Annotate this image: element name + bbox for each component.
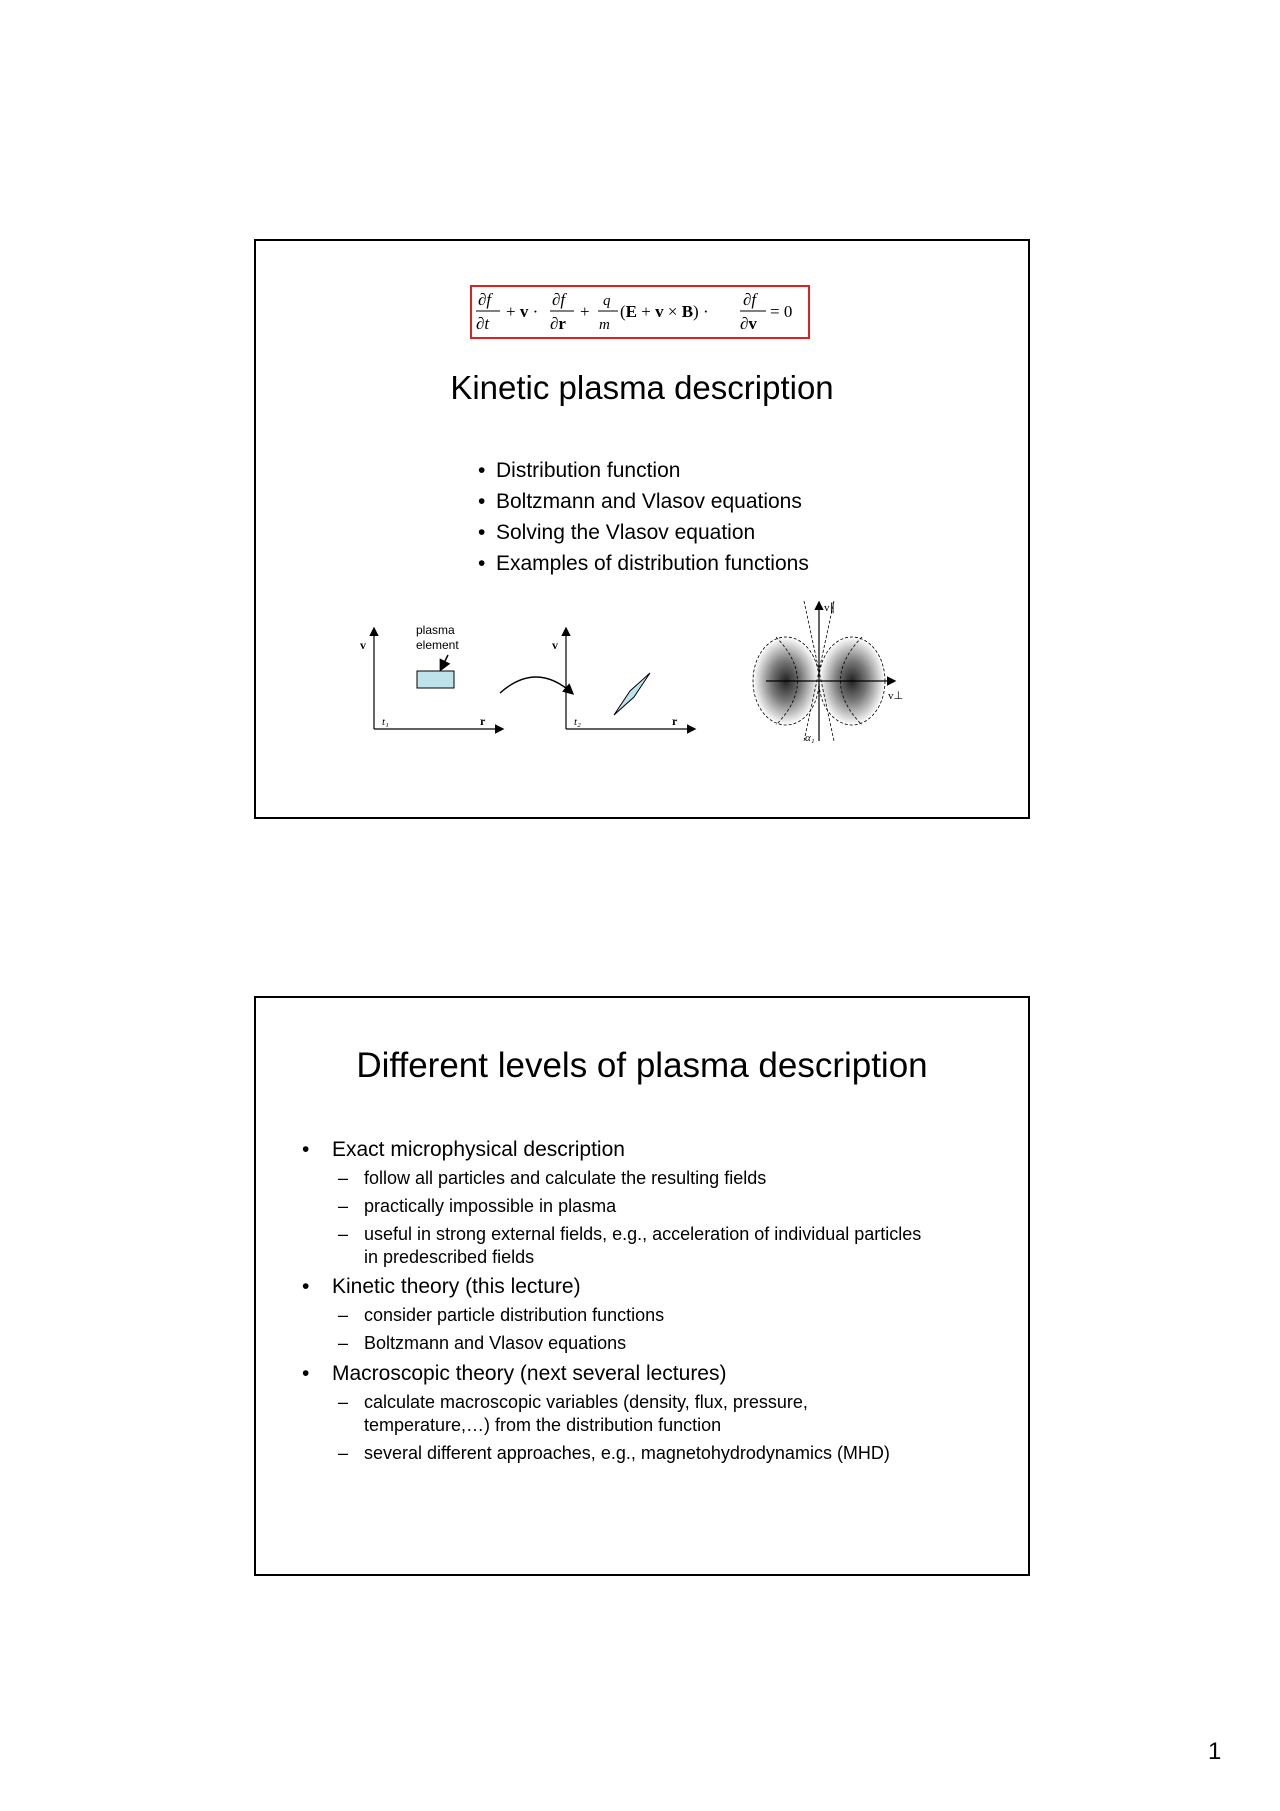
vlasov-equation <box>472 287 808 337</box>
v-parallel-label: v∥ <box>824 602 835 614</box>
plot2-ylabel: v <box>552 638 558 652</box>
svg-text:∂r: ∂r <box>550 314 566 333</box>
svg-text:+ v ·: + v · <box>506 302 539 321</box>
v-perp-label: v⊥ <box>888 690 904 702</box>
svg-text:∂v: ∂v <box>740 314 757 333</box>
page-number: 1 <box>1208 1738 1222 1765</box>
phase-space-figure <box>256 601 1028 744</box>
list-item: • Examples of distribution functions <box>478 552 809 575</box>
plot2-time-label: t₂ <box>574 716 581 728</box>
list-item: • Boltzmann and Vlasov equations <box>478 490 802 513</box>
sub-list-item: – useful in strong external fields, e.g., acceleration of individual particles in predescribed fields <box>338 1224 922 1267</box>
slide1-bullet-list <box>478 455 809 579</box>
slide-levels-of-description <box>254 996 1030 1576</box>
svg-text:q: q <box>603 293 611 309</box>
plasma-pointer-arrow <box>441 655 448 669</box>
deformed-plasma-element <box>614 673 650 715</box>
loss-cone-distribution <box>753 601 903 744</box>
svg-text:(E + v × B) ·: (E + v × B) · <box>620 302 709 321</box>
svg-text:+: + <box>580 302 590 321</box>
plot1-time-label: t₁ <box>382 716 389 728</box>
plot1-xlabel: r <box>480 714 486 728</box>
alpha-label: α₁ <box>805 732 815 744</box>
vlasov-equation-box <box>470 285 810 339</box>
slide1-title: Kinetic plasma description <box>450 369 834 406</box>
list-item: • Macroscopic theory (next several lectures) <box>302 1362 727 1385</box>
list-item: • Exact microphysical description <box>302 1138 625 1161</box>
plasma-label-line2: element <box>416 638 459 652</box>
plot2-xlabel: r <box>672 714 678 728</box>
list-item: • Distribution function <box>478 459 681 482</box>
slide2-title: Different levels of plasma description <box>356 1046 928 1085</box>
plot1-ylabel: v <box>360 638 366 652</box>
sub-list-item: – consider particle distribution functions <box>338 1305 665 1325</box>
plasma-element <box>417 671 454 688</box>
sub-list-item: – practically impossible in plasma <box>338 1196 617 1216</box>
list-item: • Solving the Vlasov equation <box>478 521 756 544</box>
sub-list-item: – calculate macroscopic variables (density, flux, pressure, temperature,…) from the distribution function <box>338 1392 808 1435</box>
sub-list-item: – several different approaches, e.g., magnetohydrodynamics (MHD) <box>338 1443 890 1463</box>
svg-text:∂t: ∂t <box>476 314 490 333</box>
phase-plot-t1 <box>360 623 502 729</box>
sub-list-item: – follow all particles and calculate the resulting fields <box>338 1168 767 1188</box>
svg-text:= 0: = 0 <box>770 302 793 321</box>
list-item: • Kinetic theory (this lecture) <box>302 1275 581 1298</box>
phase-plot-t2 <box>552 629 694 729</box>
svg-text:∂f: ∂f <box>478 290 492 309</box>
sub-list-item: – Boltzmann and Vlasov equations <box>338 1333 627 1353</box>
svg-text:∂f: ∂f <box>552 290 566 309</box>
svg-text:∂f: ∂f <box>743 290 757 309</box>
slide-kinetic-plasma <box>254 239 1030 819</box>
svg-text:m: m <box>599 317 610 333</box>
plasma-label-line1: plasma <box>416 623 455 637</box>
time-evolution-arrow <box>500 677 572 693</box>
